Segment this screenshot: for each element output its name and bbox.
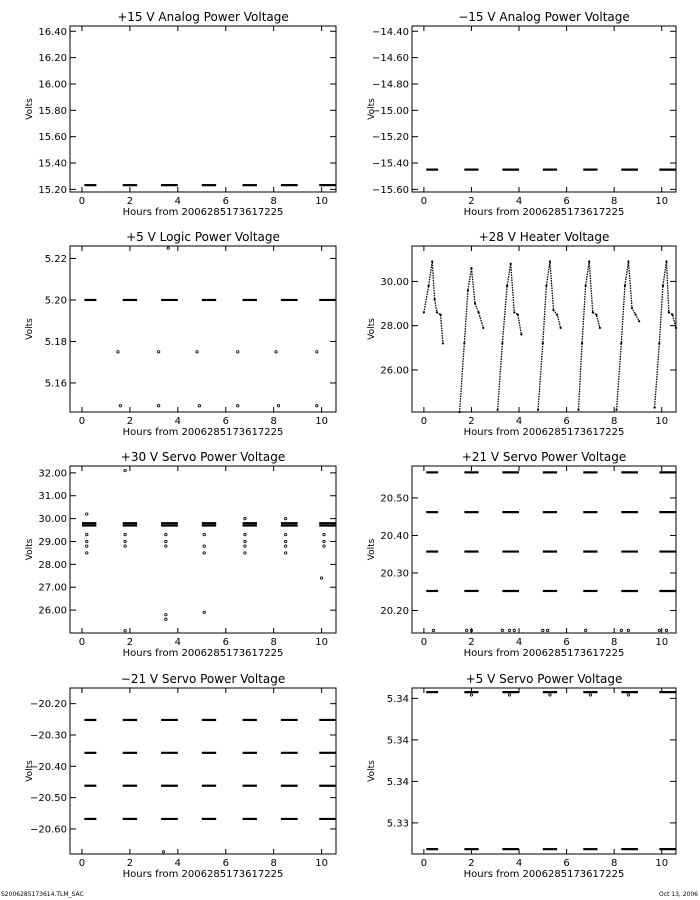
data-point	[552, 309, 554, 311]
data-point	[442, 342, 444, 344]
y-tick-label: 15.20	[38, 184, 67, 196]
data-point	[165, 618, 167, 620]
x-axis-label: Hours from 2006285173617225	[463, 427, 625, 438]
data-point	[162, 851, 164, 853]
x-tick-label: 8	[270, 858, 277, 869]
y-tick-label: 16.00	[38, 79, 67, 91]
plot-frame	[70, 26, 336, 192]
data-point	[668, 311, 670, 313]
y-tick-label: 28.00	[38, 559, 67, 571]
x-tick-label: 2	[126, 416, 134, 427]
data-point	[423, 311, 425, 313]
y-tick-label: 5.18	[44, 336, 67, 348]
x-tick-label: 8	[270, 196, 277, 207]
x-tick-label: 4	[174, 416, 182, 427]
data-point	[620, 629, 622, 631]
x-tick-label: 6	[563, 416, 570, 427]
data-point	[675, 327, 677, 329]
data-point	[592, 311, 594, 313]
chart-title: +28 V Heater Voltage	[478, 230, 610, 244]
plot-frame	[412, 466, 676, 633]
data-point	[560, 327, 562, 329]
x-tick-label: 10	[655, 196, 669, 207]
x-tick-label: 2	[126, 196, 134, 207]
x-axis-label: Hours from 2006285173617225	[463, 207, 625, 218]
x-tick-label: 2	[126, 858, 134, 869]
data-series-line	[617, 261, 640, 409]
data-point	[545, 285, 547, 287]
data-point	[244, 540, 246, 542]
x-tick-label: 8	[610, 416, 618, 427]
plot-frame	[70, 246, 336, 412]
x-tick-label: 8	[270, 637, 277, 648]
chart-title: −15 V Analog Power Voltage	[458, 10, 630, 24]
y-tick-label: −15.60	[371, 184, 409, 196]
x-axis-label: Hours from 2006285173617225	[463, 648, 625, 659]
data-point	[124, 533, 126, 535]
x-axis-label: Hours from 2006285173617225	[122, 648, 284, 659]
x-tick-label: 10	[655, 416, 669, 427]
x-axis-label: Hours from 2006285173617225	[122, 207, 284, 218]
y-axis-label: Volts	[25, 318, 35, 340]
data-point	[428, 285, 430, 287]
data-point	[244, 517, 246, 519]
y-tick-label: 20.40	[380, 530, 409, 542]
x-tick-label: 4	[515, 416, 523, 427]
y-tick-label: 20.20	[380, 605, 409, 617]
data-point	[244, 533, 246, 535]
data-point	[638, 320, 640, 322]
data-series-line	[460, 268, 484, 412]
data-point	[653, 406, 655, 408]
data-point	[284, 517, 286, 519]
data-point	[432, 629, 434, 631]
y-axis-label: Volts	[367, 98, 377, 120]
y-tick-label: −15.40	[371, 158, 409, 170]
data-point	[124, 540, 126, 542]
x-tick-label: 10	[315, 196, 328, 207]
x-tick-label: 8	[610, 858, 618, 869]
data-point	[323, 545, 325, 547]
data-point	[482, 327, 484, 329]
y-tick-label: −14.80	[371, 79, 409, 91]
data-point	[477, 311, 479, 313]
x-tick-label: 4	[515, 637, 523, 648]
data-point	[119, 405, 121, 407]
data-point	[124, 630, 126, 632]
data-point	[542, 342, 544, 344]
x-tick-label: 10	[655, 637, 669, 648]
x-tick-label: 4	[174, 196, 182, 207]
data-series-line	[578, 261, 599, 409]
data-point	[581, 342, 583, 344]
data-point	[658, 629, 660, 631]
data-point	[513, 629, 515, 631]
data-point	[549, 694, 551, 696]
x-tick-label: 6	[563, 196, 570, 207]
data-point	[615, 409, 617, 411]
data-point	[203, 611, 205, 613]
y-tick-label: 16.40	[38, 26, 67, 38]
data-point	[436, 311, 438, 313]
data-point	[284, 540, 286, 542]
data-point	[577, 409, 579, 411]
data-point	[431, 260, 433, 262]
x-tick-label: 8	[610, 637, 618, 648]
x-axis-label: Hours from 2006285173617225	[463, 869, 625, 880]
y-tick-label: 5.34	[386, 776, 409, 788]
y-tick-label: 31.00	[38, 491, 67, 503]
data-point	[323, 533, 325, 535]
y-tick-label: −20.60	[29, 824, 67, 836]
data-point	[627, 260, 629, 262]
y-axis-label: Volts	[25, 760, 35, 782]
chart-panel-7	[25, 672, 336, 880]
y-tick-label: 29.00	[38, 536, 67, 548]
y-tick-label: 15.80	[38, 105, 67, 117]
data-point	[627, 694, 629, 696]
plot-frame	[70, 466, 336, 633]
data-point	[284, 552, 286, 554]
data-point	[501, 342, 503, 344]
y-tick-label: −14.60	[371, 53, 409, 65]
chart-title: +21 V Servo Power Voltage	[461, 450, 627, 464]
data-point	[627, 629, 629, 631]
data-point	[508, 694, 510, 696]
x-tick-label: 4	[515, 196, 523, 207]
y-axis-label: Volts	[367, 318, 377, 340]
data-point	[501, 629, 503, 631]
data-point	[599, 327, 601, 329]
data-point	[634, 314, 636, 316]
chart-panel-8	[367, 672, 676, 880]
data-point	[157, 405, 159, 407]
y-tick-label: 30.00	[380, 276, 409, 288]
chart-title: +5 V Servo Power Voltage	[465, 672, 623, 686]
y-tick-label: −14.40	[371, 26, 409, 38]
data-point	[237, 405, 239, 407]
data-point	[624, 285, 626, 287]
data-point	[595, 314, 597, 316]
data-point	[167, 247, 169, 249]
data-point	[284, 545, 286, 547]
data-point	[497, 409, 499, 411]
data-point	[198, 405, 200, 407]
y-axis-label: Volts	[367, 760, 377, 782]
x-tick-label: 6	[563, 637, 570, 648]
y-tick-label: −20.40	[29, 761, 67, 773]
data-series-line	[498, 264, 522, 410]
data-point	[513, 311, 515, 313]
x-tick-label: 10	[315, 637, 328, 648]
y-axis-label: Volts	[367, 538, 377, 561]
y-tick-label: −15.20	[371, 132, 409, 144]
y-tick-label: 27.00	[38, 582, 67, 594]
data-point	[589, 694, 591, 696]
data-point	[244, 552, 246, 554]
y-tick-label: 32.00	[38, 468, 67, 480]
y-tick-label: 30.00	[38, 514, 67, 526]
data-point	[537, 409, 539, 411]
x-tick-label: 0	[78, 637, 86, 648]
x-tick-label: 2	[468, 196, 475, 207]
x-tick-label: 0	[420, 637, 428, 648]
data-point	[584, 629, 586, 631]
data-point	[463, 342, 465, 344]
plot-frame	[70, 688, 336, 854]
y-tick-label: 5.33	[386, 818, 409, 830]
x-tick-label: 8	[270, 416, 277, 427]
data-point	[275, 351, 277, 353]
x-tick-label: 0	[78, 196, 86, 207]
data-point	[284, 533, 286, 535]
data-point	[470, 267, 472, 269]
data-point	[585, 285, 587, 287]
data-point	[117, 351, 119, 353]
y-tick-label: 20.30	[380, 568, 409, 580]
data-point	[662, 285, 664, 287]
data-point	[86, 533, 88, 535]
data-point	[277, 405, 279, 407]
data-point	[203, 533, 205, 535]
x-tick-label: 10	[655, 858, 669, 869]
y-tick-label: −20.50	[29, 793, 67, 805]
data-point	[244, 545, 246, 547]
x-tick-label: 0	[78, 416, 86, 427]
data-series-line	[538, 261, 561, 409]
y-tick-label: 26.00	[38, 605, 67, 617]
x-tick-label: 6	[222, 858, 229, 869]
y-axis-label: Volts	[25, 98, 35, 120]
data-series-line	[424, 261, 443, 343]
x-tick-label: 6	[222, 416, 229, 427]
data-point	[474, 302, 476, 304]
footer-date: Oct 13, 2006	[659, 891, 698, 898]
y-tick-label: 5.20	[44, 295, 67, 307]
data-point	[658, 342, 660, 344]
y-tick-label: 5.22	[44, 253, 67, 265]
x-tick-label: 8	[610, 196, 618, 207]
data-point	[467, 289, 469, 291]
y-tick-label: 15.60	[38, 132, 67, 144]
data-point	[165, 545, 167, 547]
data-point	[157, 351, 159, 353]
data-point	[520, 333, 522, 335]
chart-panel-1	[25, 10, 336, 218]
data-point	[323, 540, 325, 542]
data-point	[203, 552, 205, 554]
x-tick-label: 4	[174, 858, 182, 869]
y-axis-label: Volts	[25, 538, 35, 561]
x-tick-label: 2	[468, 637, 475, 648]
plot-frame	[412, 688, 676, 854]
chart-panel-5	[25, 450, 336, 659]
x-tick-label: 2	[468, 858, 475, 869]
y-tick-label: 20.50	[380, 493, 409, 505]
data-point	[124, 469, 126, 471]
data-point	[517, 314, 519, 316]
x-tick-label: 10	[315, 858, 328, 869]
chart-panel-3	[25, 230, 336, 438]
x-tick-label: 4	[515, 858, 523, 869]
x-axis-label: Hours from 2006285173617225	[122, 869, 284, 880]
data-point	[631, 307, 633, 309]
chart-title: +5 V Logic Power Voltage	[126, 230, 280, 244]
x-tick-label: 6	[222, 196, 229, 207]
chart-panel-6	[367, 450, 676, 659]
data-point	[203, 545, 205, 547]
y-tick-label: −20.30	[29, 730, 67, 742]
data-point	[316, 351, 318, 353]
data-point	[86, 540, 88, 542]
data-point	[316, 405, 318, 407]
y-tick-label: 5.16	[44, 378, 67, 390]
data-point	[588, 260, 590, 262]
data-point	[549, 260, 551, 262]
data-point	[458, 411, 460, 413]
data-point	[196, 351, 198, 353]
data-point	[124, 545, 126, 547]
x-tick-label: 6	[563, 858, 570, 869]
plot-frame	[412, 26, 676, 192]
data-point	[86, 545, 88, 547]
data-point	[546, 629, 548, 631]
data-point	[542, 629, 544, 631]
chart-title: +30 V Servo Power Voltage	[120, 450, 286, 464]
y-tick-label: 5.34	[386, 735, 409, 747]
chart-panel-4	[367, 230, 677, 438]
data-point	[665, 260, 667, 262]
x-tick-label: 2	[126, 637, 134, 648]
data-point	[556, 314, 558, 316]
x-tick-label: 6	[222, 637, 229, 648]
data-point	[510, 263, 512, 265]
x-tick-label: 0	[420, 416, 428, 427]
data-point	[165, 540, 167, 542]
data-point	[320, 577, 322, 579]
y-tick-label: −15.00	[371, 105, 409, 117]
y-tick-label: 28.00	[380, 321, 409, 333]
y-tick-label: 26.00	[380, 365, 409, 377]
data-point	[508, 629, 510, 631]
data-point	[86, 513, 88, 515]
data-point	[506, 285, 508, 287]
data-point	[470, 694, 472, 696]
chart-title: −21 V Servo Power Voltage	[120, 672, 286, 686]
data-point	[466, 629, 468, 631]
y-tick-label: −20.20	[29, 699, 67, 711]
data-point	[165, 533, 167, 535]
data-point	[86, 552, 88, 554]
x-tick-label: 0	[420, 196, 428, 207]
x-tick-label: 0	[78, 858, 86, 869]
data-point	[433, 298, 435, 300]
y-tick-label: 5.34	[386, 693, 409, 705]
y-tick-label: 16.20	[38, 53, 67, 65]
chart-title: +15 V Analog Power Voltage	[117, 10, 289, 24]
data-point	[237, 351, 239, 353]
x-tick-label: 10	[315, 416, 328, 427]
data-point	[671, 314, 673, 316]
y-tick-label: 15.40	[38, 158, 67, 170]
data-point	[620, 342, 622, 344]
chart-panel-2	[367, 10, 676, 218]
data-point	[665, 629, 667, 631]
data-series-line	[655, 261, 676, 407]
x-axis-label: Hours from 2006285173617225	[122, 427, 284, 438]
data-point	[439, 314, 441, 316]
footer-source-file: S2006285173614.TLM_SAC	[1, 891, 84, 898]
x-tick-label: 4	[174, 637, 182, 648]
data-point	[165, 613, 167, 615]
x-tick-label: 0	[420, 858, 428, 869]
x-tick-label: 2	[468, 416, 475, 427]
